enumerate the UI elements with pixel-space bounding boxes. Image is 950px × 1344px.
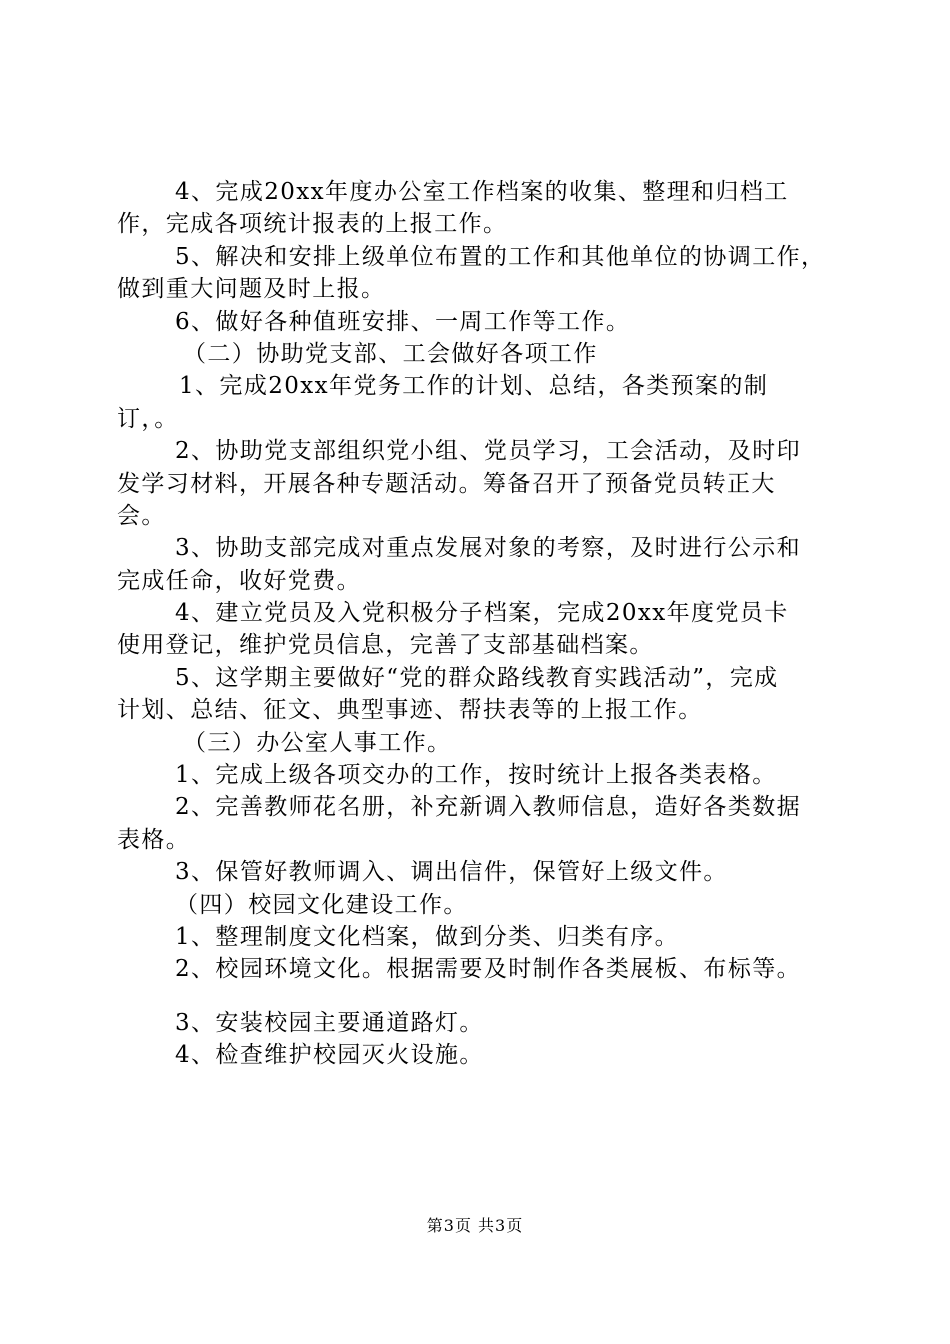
paragraph-line: 1、整理制度文化档案，做到分类、归类有序。 xyxy=(175,923,680,950)
paragraph-line: 表格。 xyxy=(117,826,191,853)
paragraph-line: 3、协助支部完成对重点发展对象的考察，及时进行公示和 xyxy=(175,535,802,562)
paragraph-line: 会。 xyxy=(117,502,166,529)
paragraph-line: 订，。 xyxy=(117,405,179,432)
paragraph-line: 5、这学期主要做好“党的群众路线教育实践活动”，完成 xyxy=(175,664,779,691)
paragraph-line: 3、保管好教师调入、调出信件，保管好上级文件。 xyxy=(175,859,728,886)
paragraph-line: 3、安装校园主要通道路灯。 xyxy=(175,1009,484,1036)
paragraph-line: 2、校园环境文化。根据需要及时制作各类展板、布标等。 xyxy=(175,956,802,983)
paragraph-line: 发学习材料，开展各种专题活动。筹备召开了预备党员转正大 xyxy=(117,470,776,497)
blank-spacer xyxy=(117,986,837,1007)
paragraph-line: 4、检查维护校园灭火设施。 xyxy=(175,1042,484,1069)
paragraph-line: 使用登记，维护党员信息，完善了支部基础档案。 xyxy=(117,632,654,659)
paragraph-line: 计划、总结、征文、典型事迹、帮扶表等的上报工作。 xyxy=(117,697,703,724)
paragraph-line: 作，完成各项统计报表的上报工作。 xyxy=(117,211,508,238)
paragraph-line: 完成任命，收好党费。 xyxy=(117,567,361,594)
section-heading: （四）校园文化建设工作。 xyxy=(175,891,468,918)
section-heading: （三）办公室人事工作。 xyxy=(183,729,452,756)
paragraph-line: 4、完成20xx年度办公室工作档案的收集、整理和归档工 xyxy=(175,179,789,205)
paragraph-line: 2、完善教师花名册，补充新调入教师信息，造好各类数据 xyxy=(175,794,802,821)
paragraph-line: 4、建立党员及入党积极分子档案，完成20xx年度党员卡 xyxy=(175,600,789,627)
paragraph-line: 1、完成上级各项交办的工作，按时统计上报各类表格。 xyxy=(175,762,777,789)
paragraph-line: 6、做好各种值班安排、一周工作等工作。 xyxy=(175,308,631,335)
paragraph-line: 做到重大问题及时上报。 xyxy=(117,276,386,303)
paragraph-line: 2、协助党支部组织党小组、党员学习，工会活动，及时印 xyxy=(175,438,802,465)
section-heading: （二）协助党支部、工会做好各项工作 xyxy=(183,340,598,367)
page-footer: 第3页 共3页 xyxy=(426,1216,524,1235)
document-body xyxy=(117,176,837,1072)
paragraph-line: 5、解决和安排上级单位布置的工作和其他单位的协调工作， xyxy=(175,243,826,270)
paragraph-line: 1、完成20xx年党务工作的计划、总结，各类预案的制 xyxy=(179,373,769,400)
